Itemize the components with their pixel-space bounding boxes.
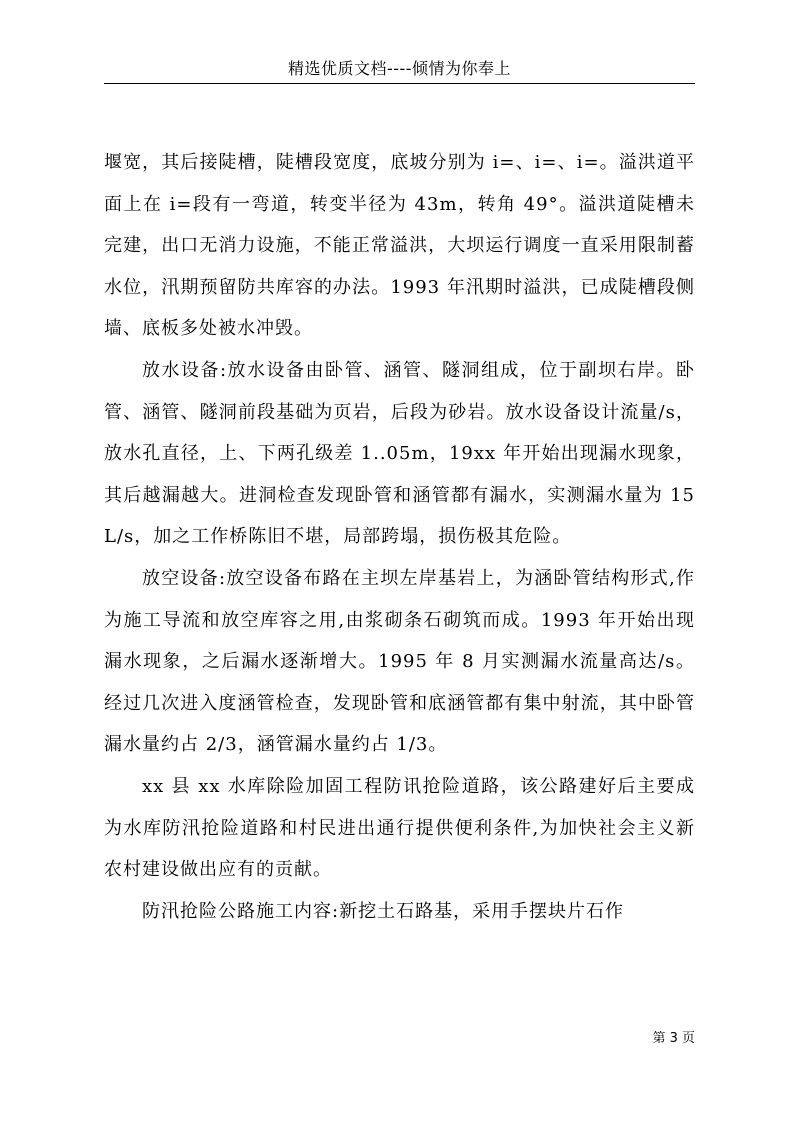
paragraph-drain-equipment: 放空设备:放空设备布路在主坝左岸基岩上，为涵卧管结构形式,作为施工导流和放空库容之用,由浆砌条石砌筑而成。1993 年开始出现漏水现象，之后漏水逐渐增大。1995 年 8 月实测漏水流量高达/s。经过几次进入度涵管检查，发现卧管和底涵管都有集中射流，其中卧管漏水量约占 2/3，涵管漏水量约占 1/3。 <box>104 567 695 756</box>
paragraph-flood-road: xx 县 xx 水库除险加固工程防讯抢险道路，该公路建好后主要成为水库防汛抢险道路和村民进出通行提供便利条件,为加快社会主义新农村建设做出应有的贡献。 <box>104 775 695 881</box>
paragraph-spillway: 堰宽，其后接陡槽，陡槽段宽度，底坡分别为 i=、i=、i=。溢洪道平面上在 i=段有一弯道，转变半径为 43m，转角 49°。溢洪道陡槽未完建，出口无消力设施，不能正常溢洪，大坝运行调度一直采用限制蓄水位，汛期预留防共库容的办法。1993 年汛期时溢洪，已成陡槽段侧墙、底板多处被水冲毁。 <box>104 152 695 340</box>
header-divider <box>104 83 695 84</box>
page-number: 第 3 页 <box>652 1031 695 1046</box>
paragraph-outlet-equipment: 放水设备:放水设备由卧管、涵管、隧洞组成，位于副坝右岸。卧管、涵管、隧洞前段基础为页岩，后段为砂岩。放水设备设计流量/s，放水孔直径，上、下两孔级差 1..05m，19xx 年开始出现漏水现象，其后越漏越大。进洞检查发现卧管和涵管都有漏水，实测漏水量为 15L/s，加之工作桥陈旧不堪，局部跨塌，损伤极其危险。 <box>104 359 695 548</box>
page-header: 精选优质文档----倾情为你奉上 <box>287 59 512 78</box>
paragraph-road-construction: 防汛抢险公路施工内容:新挖土石路基，采用手摆块片石作 <box>142 900 625 922</box>
document-body <box>104 142 695 932</box>
